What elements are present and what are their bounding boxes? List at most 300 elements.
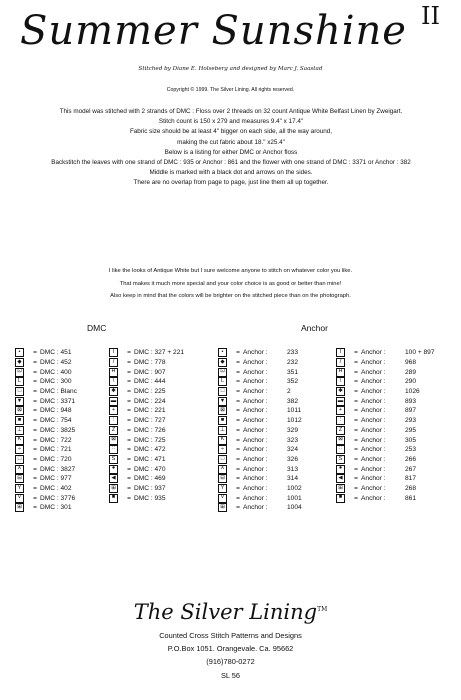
stitch-symbol-icon: ✱ (109, 387, 118, 396)
floss-number: 289 (405, 368, 417, 376)
floss-label: Anchor : (243, 378, 268, 386)
stitch-symbol-icon: ⊠ (218, 406, 227, 415)
key-row (109, 416, 184, 426)
key-row (336, 396, 435, 406)
key-row (109, 464, 184, 474)
floss-number: 1002 (287, 484, 302, 492)
stitch-symbol-icon: H (109, 368, 118, 377)
key-row (218, 396, 302, 406)
key-row (218, 387, 302, 397)
floss-number: 323 (287, 436, 299, 444)
instruction-line: This model was stitched with 2 strands of DMC : Floss over 2 threads on 32 count Antique White Belfast Linen by Zweigart. (59, 108, 403, 115)
stitch-symbol-icon: X (15, 465, 24, 474)
stitch-symbol-icon: \ (109, 377, 118, 386)
equals-sign: = (236, 465, 240, 473)
key-row (336, 367, 435, 377)
stitch-symbol-icon: • (218, 348, 227, 357)
key-row (109, 435, 184, 445)
key-row (109, 367, 184, 377)
stitch-symbol-icon: □ (15, 455, 24, 464)
equals-sign: = (33, 465, 37, 473)
equals-sign: = (33, 426, 37, 434)
dmc-key-column-1 (15, 348, 77, 513)
equals-sign: = (33, 475, 37, 483)
key-row (218, 474, 302, 484)
stitch-symbol-icon: ⋮ (109, 416, 118, 425)
equals-sign: = (354, 368, 358, 376)
equals-sign: = (354, 378, 358, 386)
floss-label: Anchor : (243, 359, 268, 367)
floss-label: DMC : 727 (134, 417, 166, 425)
floss-label: DMC : 937 (134, 484, 166, 492)
floss-number: 326 (287, 455, 299, 463)
floss-label: Anchor : (243, 504, 268, 512)
stitch-symbol-icon: • (15, 348, 24, 357)
floss-label: Anchor : (361, 368, 386, 376)
footer-pattern-code: SL 56 (220, 671, 241, 680)
floss-label: Anchor : (361, 426, 386, 434)
instruction-line: Backstitch the leaves with one strand of DMC : 935 or Anchor : 861 and the flower with one strand of DMC : 3371 or Anchor : 382 (51, 159, 411, 167)
equals-sign: = (127, 378, 131, 386)
floss-label: Anchor : (243, 426, 268, 434)
floss-label: DMC : 327 + 221 (134, 349, 185, 357)
key-row (15, 367, 77, 377)
floss-number: 290 (405, 378, 417, 386)
equals-sign: = (127, 359, 131, 367)
floss-label: DMC : 469 (134, 475, 166, 483)
floss-label: DMC : 726 (134, 426, 166, 434)
stitch-symbol-icon: ⊥ (218, 426, 227, 435)
floss-number: 324 (287, 446, 299, 454)
key-row (336, 493, 435, 503)
equals-sign: = (236, 407, 240, 415)
equals-sign: = (33, 446, 37, 454)
equals-sign: = (354, 446, 358, 454)
equals-sign: = (33, 397, 37, 405)
equals-sign: = (354, 426, 358, 434)
floss-number: 267 (405, 465, 417, 473)
stitch-symbol-icon: ⊡ (15, 368, 24, 377)
equals-sign: = (127, 455, 131, 463)
floss-number: 897 (405, 407, 417, 415)
stitch-symbol-icon: ✱ (336, 387, 345, 396)
equals-sign: = (33, 417, 37, 425)
key-row (218, 503, 302, 513)
floss-number: 314 (287, 475, 299, 483)
note-line: That makes it much more special and your color choice is as good or better than mine! (119, 280, 342, 287)
key-row (15, 435, 77, 445)
floss-label: DMC : 225 (134, 388, 166, 396)
floss-label: DMC : 977 (40, 475, 72, 483)
equals-sign: = (33, 388, 37, 396)
equals-sign: = (354, 407, 358, 415)
equals-sign: = (354, 359, 358, 367)
key-row (109, 358, 184, 368)
stitch-symbol-icon: + (109, 406, 118, 415)
floss-number: 313 (287, 465, 299, 473)
equals-sign: = (127, 368, 131, 376)
key-row (15, 416, 77, 426)
floss-label: DMC : 402 (40, 484, 72, 492)
floss-label: Anchor : (243, 465, 268, 473)
floss-number: 893 (405, 397, 417, 405)
stitch-symbol-icon: I (336, 348, 345, 357)
stitch-symbol-icon: ⊡ (218, 368, 227, 377)
equals-sign: = (127, 426, 131, 434)
floss-label: Anchor : (243, 368, 268, 376)
key-row (336, 406, 435, 416)
floss-label: Anchor : (361, 494, 386, 502)
key-row (15, 484, 77, 494)
equals-sign: = (236, 475, 240, 483)
floss-label: DMC : 3776 (40, 494, 76, 502)
floss-number: 968 (405, 359, 417, 367)
key-row (218, 455, 302, 465)
anchor-key-column-1 (218, 348, 302, 513)
key-row (15, 348, 77, 358)
stitch-symbol-icon: S (109, 455, 118, 464)
equals-sign: = (33, 349, 37, 357)
floss-number: 232 (287, 359, 299, 367)
instruction-line: making the cut fabric about 18." x25.4" (177, 138, 285, 146)
stitch-symbol-icon: ⊞ (336, 484, 345, 493)
anchor-key-column-2 (336, 348, 435, 503)
equals-sign: = (354, 455, 358, 463)
key-row (109, 484, 184, 494)
stitch-symbol-icon: ⊠ (109, 436, 118, 445)
floss-label: Anchor : (361, 436, 386, 444)
key-row (218, 493, 302, 503)
floss-label: Anchor : (243, 484, 268, 492)
key-row (218, 416, 302, 426)
floss-number: 1011 (287, 407, 302, 415)
floss-label: DMC : 221 (134, 407, 166, 415)
title-numeral: II (421, 2, 440, 30)
key-row (15, 455, 77, 465)
key-row (109, 387, 184, 397)
equals-sign: = (236, 455, 240, 463)
stitch-symbol-icon: □ (15, 387, 24, 396)
stitch-symbol-icon: Z (109, 426, 118, 435)
stitch-symbol-icon: K (218, 436, 227, 445)
key-row (15, 377, 77, 387)
floss-label: Anchor : (243, 455, 268, 463)
stitch-symbol-icon: S (336, 455, 345, 464)
stitch-symbol-icon: K (15, 436, 24, 445)
stitch-symbol-icon: ⊞ (109, 484, 118, 493)
floss-label: DMC : 725 (134, 436, 166, 444)
floss-number: 266 (405, 455, 417, 463)
key-row (336, 348, 435, 358)
floss-label: Anchor : (361, 407, 386, 415)
floss-label: DMC : 3827 (40, 465, 76, 473)
equals-sign: = (236, 504, 240, 512)
floss-label: DMC : 444 (134, 378, 166, 386)
key-row (218, 348, 302, 358)
floss-label: Anchor : (243, 407, 268, 415)
notes-block (0, 265, 461, 303)
stitch-symbol-icon: + (336, 406, 345, 415)
floss-label: Anchor : (243, 388, 268, 396)
stitch-symbol-icon: ▼ (218, 397, 227, 406)
floss-number: 861 (405, 494, 417, 502)
floss-number: 329 (287, 426, 299, 434)
equals-sign: = (236, 426, 240, 434)
equals-sign: = (33, 368, 37, 376)
floss-label: DMC : 451 (40, 349, 72, 357)
equals-sign: = (236, 446, 240, 454)
stitch-symbol-icon: ⋮ (336, 416, 345, 425)
floss-number: 352 (287, 378, 299, 386)
key-row (336, 358, 435, 368)
equals-sign: = (236, 397, 240, 405)
equals-sign: = (354, 397, 358, 405)
floss-label: DMC : 224 (134, 397, 166, 405)
floss-number: 253 (405, 446, 417, 454)
stitch-symbol-icon: ◀ (336, 474, 345, 483)
stitch-symbol-icon: L (15, 377, 24, 386)
instruction-line: Below is a listing for either DMC or Anchor floss (164, 148, 298, 156)
floss-label: Anchor : (361, 446, 386, 454)
floss-label: DMC : 721 (40, 446, 72, 454)
key-row (109, 455, 184, 465)
trademark-mark: TM (317, 606, 328, 613)
footer-phone: (916)780-0272 (206, 657, 255, 666)
floss-label: DMC : Blanc (40, 388, 78, 396)
key-row (109, 396, 184, 406)
equals-sign: = (33, 494, 37, 502)
stitch-symbol-icon: ◆ (15, 358, 24, 367)
key-row (336, 416, 435, 426)
stitch-symbol-icon: ⊠ (15, 406, 24, 415)
key-row (218, 358, 302, 368)
equals-sign: = (127, 436, 131, 444)
floss-number: 305 (405, 436, 417, 444)
equals-sign: = (33, 378, 37, 386)
equals-sign: = (127, 465, 131, 473)
instructions-block (6, 107, 456, 189)
equals-sign: = (354, 475, 358, 483)
key-row (218, 464, 302, 474)
floss-label: DMC : 470 (134, 465, 166, 473)
key-row (15, 445, 77, 455)
key-row (218, 484, 302, 494)
stitch-symbol-icon: I (109, 348, 118, 357)
stitch-symbol-icon: ■ (218, 416, 227, 425)
key-row (15, 493, 77, 503)
key-row (336, 387, 435, 397)
equals-sign: = (33, 436, 37, 444)
floss-number: 817 (405, 475, 417, 483)
stitch-symbol-icon: ▬ (336, 397, 345, 406)
equals-sign: = (127, 397, 131, 405)
floss-number: 295 (405, 426, 417, 434)
key-row (336, 464, 435, 474)
floss-label: DMC : 3825 (40, 426, 76, 434)
instruction-line: There are no overlap from page to page, just line them all up together. (133, 179, 329, 187)
floss-number: 293 (405, 417, 417, 425)
key-row (109, 493, 184, 503)
equals-sign: = (354, 494, 358, 502)
instruction-line: Stitch count is 150 x 279 and measures 9.4" x 17.4" (158, 118, 304, 126)
floss-label: DMC : 452 (40, 359, 72, 367)
key-row (15, 426, 77, 436)
floss-label: DMC : 948 (40, 407, 72, 415)
floss-label: DMC : 907 (134, 368, 166, 376)
equals-sign: = (236, 494, 240, 502)
floss-number: 351 (287, 368, 299, 376)
floss-label: DMC : 3371 (40, 397, 76, 405)
floss-label: DMC : 754 (40, 417, 72, 425)
floss-label: Anchor : (243, 436, 268, 444)
instruction-line: Fabric size should be at least 4" bigger on each side, all the way around, (129, 128, 333, 136)
floss-label: DMC : 722 (40, 436, 72, 444)
floss-label: Anchor : (361, 388, 386, 396)
key-row (109, 474, 184, 484)
floss-number: 233 (287, 349, 299, 357)
floss-label: DMC : 400 (40, 368, 72, 376)
stitch-symbol-icon: / (336, 358, 345, 367)
floss-number: 100 + 897 (405, 349, 435, 357)
key-row (218, 367, 302, 377)
equals-sign: = (127, 417, 131, 425)
dmc-header: DMC (87, 323, 107, 333)
key-row (109, 377, 184, 387)
stitch-symbol-icon: V (15, 494, 24, 503)
equals-sign: = (33, 484, 37, 492)
equals-sign: = (354, 388, 358, 396)
key-row (15, 503, 77, 513)
equals-sign: = (127, 446, 131, 454)
equals-sign: = (127, 494, 131, 502)
floss-label: DMC : 471 (134, 455, 166, 463)
key-row (336, 445, 435, 455)
stitch-symbol-icon: Y (15, 484, 24, 493)
equals-sign: = (236, 484, 240, 492)
floss-label: DMC : 472 (134, 446, 166, 454)
key-row (109, 406, 184, 416)
equals-sign: = (127, 349, 131, 357)
floss-label: DMC : 778 (134, 359, 166, 367)
floss-label: Anchor : (243, 397, 268, 405)
stitch-symbol-icon: ● (336, 465, 345, 474)
floss-label: Anchor : (361, 455, 386, 463)
pattern-title: Summer Sunshine (20, 8, 407, 54)
stitch-symbol-icon: Y (218, 484, 227, 493)
floss-label: Anchor : (243, 446, 268, 454)
floss-number: 2 (287, 388, 291, 396)
floss-label: Anchor : (243, 349, 268, 357)
key-row (218, 377, 302, 387)
stitch-symbol-icon: ▬ (109, 397, 118, 406)
equals-sign: = (354, 436, 358, 444)
floss-number: 1001 (287, 494, 302, 502)
key-row (15, 406, 77, 416)
floss-label: Anchor : (361, 465, 386, 473)
equals-sign: = (33, 455, 37, 463)
key-row (109, 445, 184, 455)
floss-label: Anchor : (361, 484, 386, 492)
equals-sign: = (127, 388, 131, 396)
key-row (109, 426, 184, 436)
key-row (336, 377, 435, 387)
key-row (15, 358, 77, 368)
stitch-symbol-icon: ⊟ (218, 474, 227, 483)
key-row (15, 474, 77, 484)
stitch-symbol-icon: ⊥ (15, 426, 24, 435)
stitch-symbol-icon: ∷ (336, 445, 345, 454)
key-row (109, 348, 184, 358)
stitch-symbol-icon: \ (336, 377, 345, 386)
floss-label: Anchor : (361, 378, 386, 386)
note-line: Also keep in mind that the colors will be brighter on the stitched piece than on the photograph. (110, 293, 351, 299)
stitch-symbol-icon: ⊟ (15, 474, 24, 483)
stitch-symbol-icon: ⊞ (15, 503, 24, 512)
floss-label: Anchor : (361, 417, 386, 425)
stitch-symbol-icon: □ (218, 455, 227, 464)
equals-sign: = (33, 407, 37, 415)
key-row (15, 387, 77, 397)
equals-sign: = (236, 417, 240, 425)
key-row (218, 426, 302, 436)
floss-label: DMC : 935 (134, 494, 166, 502)
stitch-symbol-icon: / (109, 358, 118, 367)
stitch-symbol-icon: ÷ (218, 445, 227, 454)
key-row (336, 435, 435, 445)
equals-sign: = (354, 349, 358, 357)
footer-tagline: Counted Cross Stitch Patterns and Designs (159, 631, 302, 640)
equals-sign: = (33, 504, 37, 512)
copyright-line: Copyright © 1999. The Silver Lining. All rights reserved. (166, 87, 295, 93)
floss-label: Anchor : (243, 494, 268, 502)
equals-sign: = (236, 368, 240, 376)
stitch-symbol-icon: ■ (109, 494, 118, 503)
stitch-symbol-icon: ● (109, 465, 118, 474)
floss-label: DMC : 300 (40, 378, 72, 386)
equals-sign: = (127, 407, 131, 415)
floss-label: Anchor : (361, 397, 386, 405)
stitch-symbol-icon: ⊞ (218, 503, 227, 512)
stitch-symbol-icon: ⊠ (336, 436, 345, 445)
floss-number: 1026 (405, 388, 420, 396)
stitch-symbol-icon: ◀ (109, 474, 118, 483)
equals-sign: = (354, 417, 358, 425)
equals-sign: = (127, 484, 131, 492)
equals-sign: = (127, 475, 131, 483)
footer-address: P.O.Box 1051. Orangevale. Ca. 95662 (167, 644, 294, 653)
anchor-header: Anchor (301, 323, 328, 333)
brand-name: The Silver Lining (133, 600, 318, 624)
stitch-symbol-icon: ◆ (218, 358, 227, 367)
stitch-symbol-icon: L (218, 377, 227, 386)
floss-number: 268 (405, 484, 417, 492)
dmc-key-column-2 (109, 348, 184, 503)
key-row (15, 396, 77, 406)
equals-sign: = (236, 359, 240, 367)
equals-sign: = (236, 378, 240, 386)
floss-label: Anchor : (361, 359, 386, 367)
equals-sign: = (354, 465, 358, 473)
floss-label: DMC : 720 (40, 455, 72, 463)
stitch-symbol-icon: ▼ (15, 397, 24, 406)
equals-sign: = (33, 359, 37, 367)
key-row (218, 445, 302, 455)
floss-label: Anchor : (243, 417, 268, 425)
stitch-symbol-icon: ∷ (109, 445, 118, 454)
key-row (336, 455, 435, 465)
note-line: I like the looks of Antique White but I sure welcome anyone to stitch on whatever color you like. (108, 268, 353, 274)
stitch-symbol-icon: H (336, 368, 345, 377)
